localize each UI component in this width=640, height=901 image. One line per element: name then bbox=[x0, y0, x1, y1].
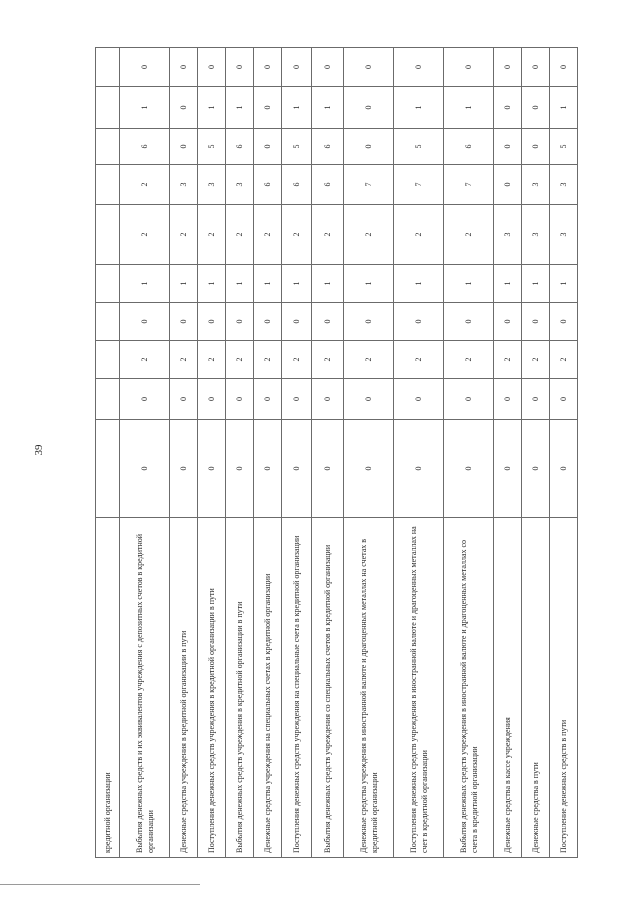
code-digit-cell: 0 bbox=[312, 48, 344, 87]
page-number: 39 bbox=[33, 444, 45, 456]
code-digit-cell: 6 bbox=[312, 165, 344, 205]
code-digit-cell: 0 bbox=[312, 420, 344, 518]
code-digit-cell: 2 bbox=[522, 341, 550, 379]
code-digit-cell: 0 bbox=[444, 379, 494, 420]
code-digit-cell: 0 bbox=[198, 48, 226, 87]
code-digit-cell bbox=[96, 205, 120, 265]
code-digit-cell: 0 bbox=[344, 303, 394, 341]
row-name-cell: Поступления денежных средств учреждения в иностранной валюте и драгоценных металлах на счет в кредитной организации bbox=[394, 518, 444, 858]
code-digit-cell: 0 bbox=[394, 303, 444, 341]
code-digit-cell: 0 bbox=[254, 379, 282, 420]
code-digit-cell: 0 bbox=[394, 420, 444, 518]
code-digit-cell: 1 bbox=[394, 265, 444, 303]
code-digit-cell: 0 bbox=[344, 48, 394, 87]
code-digit-cell: 2 bbox=[120, 341, 170, 379]
code-digit-cell: 3 bbox=[170, 165, 198, 205]
table-row bbox=[344, 48, 394, 858]
row-name-cell: Выбытия денежных средств и их эквивалентов учреждения с депозитных счетов в кредитной организации bbox=[120, 518, 170, 858]
code-digit-cell bbox=[96, 303, 120, 341]
code-digit-cell: 0 bbox=[312, 303, 344, 341]
table-row bbox=[494, 48, 522, 858]
code-digit-cell bbox=[96, 379, 120, 420]
code-digit-cell: 0 bbox=[254, 87, 282, 129]
code-digit-cell: 0 bbox=[198, 379, 226, 420]
row-name-cell: Поступления денежных средств учреждения в кредитной организации в пути bbox=[198, 518, 226, 858]
table-row bbox=[312, 48, 344, 858]
code-digit-cell: 0 bbox=[312, 379, 344, 420]
code-digit-cell bbox=[96, 341, 120, 379]
code-digit-cell: 0 bbox=[170, 87, 198, 129]
code-digit-cell: 1 bbox=[198, 87, 226, 129]
row-name-cell: Денежные средства в кассе учреждения bbox=[494, 518, 522, 858]
code-digit-cell: 2 bbox=[344, 205, 394, 265]
code-digit-cell bbox=[96, 165, 120, 205]
code-digit-cell: 2 bbox=[550, 341, 578, 379]
account-codes-table bbox=[95, 48, 577, 858]
code-digit-cell: 0 bbox=[120, 48, 170, 87]
code-digit-cell: 1 bbox=[394, 87, 444, 129]
code-digit-cell: 0 bbox=[444, 48, 494, 87]
table-row bbox=[226, 48, 254, 858]
code-digit-cell: 1 bbox=[254, 265, 282, 303]
code-digit-cell: 0 bbox=[254, 129, 282, 165]
code-digit-cell: 0 bbox=[344, 129, 394, 165]
code-digit-cell: 0 bbox=[522, 420, 550, 518]
code-digit-cell: 5 bbox=[550, 129, 578, 165]
code-digit-cell: 0 bbox=[394, 48, 444, 87]
row-name-cell: Поступление денежных средств в пути bbox=[550, 518, 578, 858]
code-digit-cell: 0 bbox=[522, 303, 550, 341]
code-digit-cell: 0 bbox=[494, 165, 522, 205]
code-digit-cell: 0 bbox=[254, 420, 282, 518]
code-digit-cell: 0 bbox=[550, 420, 578, 518]
code-digit-cell: 0 bbox=[522, 87, 550, 129]
code-digit-cell: 0 bbox=[120, 303, 170, 341]
code-digit-cell: 0 bbox=[494, 379, 522, 420]
code-digit-cell: 1 bbox=[550, 87, 578, 129]
code-digit-cell: 3 bbox=[522, 165, 550, 205]
code-digit-cell: 3 bbox=[198, 165, 226, 205]
code-digit-cell: 0 bbox=[226, 420, 254, 518]
code-digit-cell: 0 bbox=[226, 303, 254, 341]
code-digit-cell: 5 bbox=[198, 129, 226, 165]
code-digit-cell: 7 bbox=[444, 165, 494, 205]
code-digit-cell: 1 bbox=[198, 265, 226, 303]
table-row bbox=[198, 48, 226, 858]
code-digit-cell: 5 bbox=[282, 129, 312, 165]
code-digit-cell: 0 bbox=[226, 379, 254, 420]
code-digit-cell: 2 bbox=[226, 341, 254, 379]
code-digit-cell: 6 bbox=[282, 165, 312, 205]
code-digit-cell: 6 bbox=[120, 129, 170, 165]
table-row bbox=[282, 48, 312, 858]
code-digit-cell: 0 bbox=[198, 303, 226, 341]
code-digit-cell: 0 bbox=[550, 303, 578, 341]
row-name-cell: Поступления денежных средств учреждения на специальные счета в кредитной организации bbox=[282, 518, 312, 858]
code-digit-cell: 0 bbox=[344, 379, 394, 420]
code-digit-cell bbox=[96, 265, 120, 303]
code-digit-cell: 1 bbox=[120, 87, 170, 129]
code-digit-cell: 2 bbox=[394, 205, 444, 265]
code-digit-cell: 2 bbox=[312, 205, 344, 265]
row-name-cell: Выбытия денежных средств учреждения в кредитной организации в пути bbox=[226, 518, 254, 858]
table-row bbox=[394, 48, 444, 858]
code-digit-cell: 0 bbox=[494, 129, 522, 165]
code-digit-cell: 3 bbox=[550, 165, 578, 205]
code-digit-cell: 2 bbox=[494, 341, 522, 379]
code-digit-cell: 1 bbox=[444, 265, 494, 303]
code-digit-cell: 0 bbox=[444, 303, 494, 341]
code-digit-cell: 2 bbox=[254, 341, 282, 379]
code-digit-cell: 0 bbox=[282, 48, 312, 87]
code-digit-cell: 1 bbox=[550, 265, 578, 303]
code-digit-cell: 0 bbox=[282, 303, 312, 341]
code-digit-cell: 2 bbox=[198, 205, 226, 265]
row-name-cell: Денежные средства учреждения в иностранной валюте и драгоценных металлах на счетах в кредитной организации bbox=[344, 518, 394, 858]
code-digit-cell: 7 bbox=[394, 165, 444, 205]
row-name-cell: кредитной организации bbox=[96, 518, 120, 858]
code-digit-cell: 2 bbox=[226, 205, 254, 265]
code-digit-cell: 1 bbox=[226, 265, 254, 303]
code-digit-cell: 2 bbox=[444, 205, 494, 265]
code-digit-cell: 3 bbox=[226, 165, 254, 205]
row-name-cell: Денежные средства в пути bbox=[522, 518, 550, 858]
code-digit-cell: 0 bbox=[120, 420, 170, 518]
row-name-cell: Денежные средства учреждения в кредитной организации в пути bbox=[170, 518, 198, 858]
code-digit-cell: 0 bbox=[282, 379, 312, 420]
code-digit-cell: 1 bbox=[170, 265, 198, 303]
code-digit-cell: 2 bbox=[254, 205, 282, 265]
code-digit-cell: 2 bbox=[170, 341, 198, 379]
code-digit-cell bbox=[96, 87, 120, 129]
code-digit-cell: 2 bbox=[170, 205, 198, 265]
code-digit-cell: 6 bbox=[226, 129, 254, 165]
code-digit-cell: 0 bbox=[444, 420, 494, 518]
table-row bbox=[254, 48, 282, 858]
table-row bbox=[96, 48, 120, 858]
code-digit-cell: 2 bbox=[312, 341, 344, 379]
code-digit-cell: 0 bbox=[494, 87, 522, 129]
code-digit-cell: 1 bbox=[522, 265, 550, 303]
code-digit-cell: 6 bbox=[444, 129, 494, 165]
code-digit-cell: 0 bbox=[550, 379, 578, 420]
code-digit-cell: 0 bbox=[394, 379, 444, 420]
code-digit-cell: 2 bbox=[282, 341, 312, 379]
code-digit-cell: 0 bbox=[198, 420, 226, 518]
code-digit-cell: 0 bbox=[226, 48, 254, 87]
code-digit-cell: 1 bbox=[312, 87, 344, 129]
code-digit-cell: 0 bbox=[494, 303, 522, 341]
code-digit-cell: 0 bbox=[254, 48, 282, 87]
code-digit-cell: 1 bbox=[282, 265, 312, 303]
code-digit-cell: 3 bbox=[550, 205, 578, 265]
code-digit-cell: 0 bbox=[494, 420, 522, 518]
code-digit-cell: 0 bbox=[522, 379, 550, 420]
code-digit-cell: 1 bbox=[444, 87, 494, 129]
code-digit-cell: 1 bbox=[312, 265, 344, 303]
code-digit-cell: 0 bbox=[170, 303, 198, 341]
code-digit-cell: 0 bbox=[522, 48, 550, 87]
code-digit-cell bbox=[96, 48, 120, 87]
table-row bbox=[170, 48, 198, 858]
code-digit-cell: 2 bbox=[344, 341, 394, 379]
code-digit-cell: 0 bbox=[550, 48, 578, 87]
code-digit-cell: 2 bbox=[282, 205, 312, 265]
table-row bbox=[550, 48, 578, 858]
code-digit-cell: 2 bbox=[198, 341, 226, 379]
code-digit-cell: 2 bbox=[120, 165, 170, 205]
code-digit-cell: 5 bbox=[394, 129, 444, 165]
code-digit-cell: 3 bbox=[522, 205, 550, 265]
table-row bbox=[120, 48, 170, 858]
code-digit-cell: 0 bbox=[170, 379, 198, 420]
code-digit-cell: 1 bbox=[120, 265, 170, 303]
code-digit-cell: 1 bbox=[282, 87, 312, 129]
code-digit-cell: 0 bbox=[522, 129, 550, 165]
table-row bbox=[522, 48, 550, 858]
row-name-cell: Денежные средства учреждения на специальных счетах в кредитной организации bbox=[254, 518, 282, 858]
code-digit-cell: 0 bbox=[254, 303, 282, 341]
code-digit-cell: 1 bbox=[344, 265, 394, 303]
code-digit-cell: 1 bbox=[494, 265, 522, 303]
code-digit-cell: 2 bbox=[444, 341, 494, 379]
code-digit-cell: 0 bbox=[344, 420, 394, 518]
code-digit-cell: 2 bbox=[394, 341, 444, 379]
code-digit-cell: 6 bbox=[312, 129, 344, 165]
bottom-rule bbox=[0, 884, 200, 885]
code-digit-cell: 0 bbox=[170, 420, 198, 518]
code-digit-cell: 7 bbox=[344, 165, 394, 205]
table-row bbox=[444, 48, 494, 858]
row-name-cell: Выбытия денежных средств учреждения со специальных счетов в кредитной организации bbox=[312, 518, 344, 858]
code-digit-cell: 0 bbox=[282, 420, 312, 518]
code-digit-cell: 0 bbox=[344, 87, 394, 129]
code-digit-cell: 0 bbox=[494, 48, 522, 87]
code-digit-cell: 6 bbox=[254, 165, 282, 205]
code-digit-cell bbox=[96, 129, 120, 165]
table-body bbox=[96, 48, 578, 858]
code-digit-cell: 0 bbox=[170, 129, 198, 165]
row-name-cell: Выбытия денежных средств учреждения в иностранной валюте и драгоценных металлах со счета в кредитной организации bbox=[444, 518, 494, 858]
code-digit-cell bbox=[96, 420, 120, 518]
code-digit-cell: 3 bbox=[494, 205, 522, 265]
code-digit-cell: 2 bbox=[120, 205, 170, 265]
code-digit-cell: 0 bbox=[170, 48, 198, 87]
code-digit-cell: 1 bbox=[226, 87, 254, 129]
code-digit-cell: 0 bbox=[120, 379, 170, 420]
